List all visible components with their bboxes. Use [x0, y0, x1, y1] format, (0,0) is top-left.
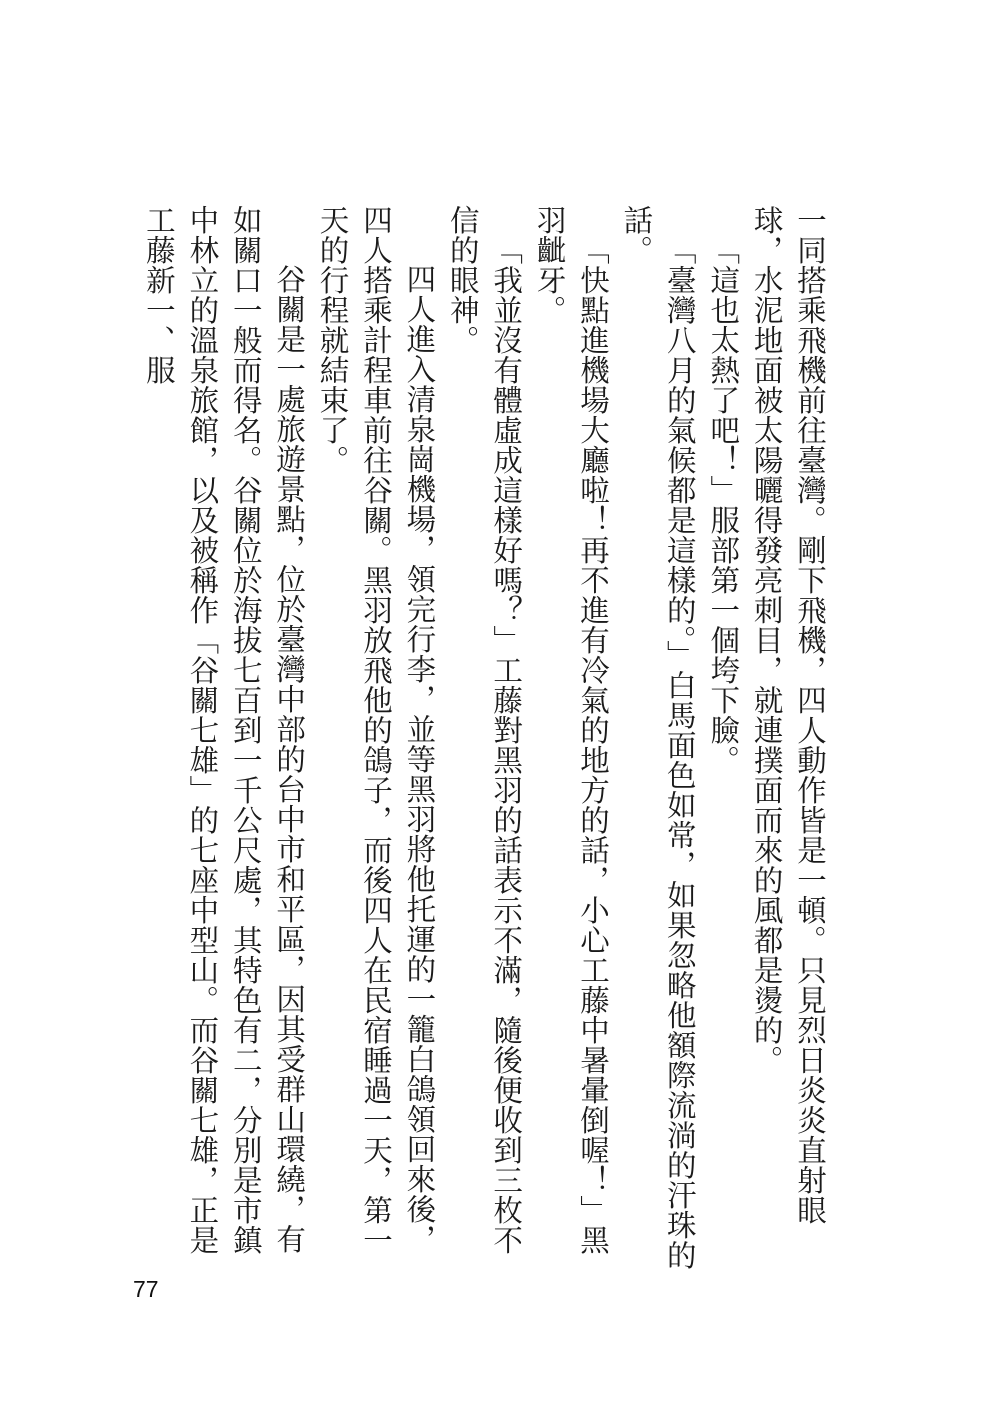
paragraph-dialogue-kudo: 「我並沒有體虛成這樣好嗎？」工藤對黑羽的話表示不滿，隨後便收到三枚不信的眼神。: [445, 205, 524, 1255]
paragraph-dialogue-hakuba: 「臺灣八月的氣候都是這樣的。」白馬面色如常，如果忽略他額際流淌的汗珠的話。: [619, 205, 697, 1270]
paragraph-dialogue-kuroba: 「快點進機場大廳啦！再不進有冷氣的地方的話，小心工藤中暑暈倒喔！」黑羽齜牙。: [532, 205, 610, 1255]
vertical-text-body: [137, 205, 832, 1273]
paragraph-arrival: 四人進入清泉崗機場，領完行李，並等黑羽將他托運的一籠白鴿領回來後，四人搭乘計程車前往谷關。黑羽放飛他的鴿子，而後四人在民宿睡過一天，第一天的行程就結束了。: [315, 205, 437, 1255]
paragraph-guguan: 谷關是一處旅遊景點，位於臺灣中部的台中市和平區，因其受群山環繞，有如關口一般而得名。谷關位於海拔七百到一千公尺處，其特色有二，分別是市鎮中林立的溫泉旅館，以及被稱作「谷關七雄」的七座中型山。而谷關七雄，正是工藤新一、服: [141, 205, 307, 1255]
paragraph-continuation: 一同搭乘飛機前往臺灣。剛下飛機，四人動作皆是一頓。只見烈日炎炎直射眼球，水泥地面被太陽曬得發亮刺目，就連撲面而來的風都是燙的。: [749, 205, 827, 1225]
paragraph-dialogue-hattori: 「這也太熱了吧！」服部第一個垮下臉。: [706, 234, 741, 775]
page-number: 77: [133, 1276, 159, 1302]
